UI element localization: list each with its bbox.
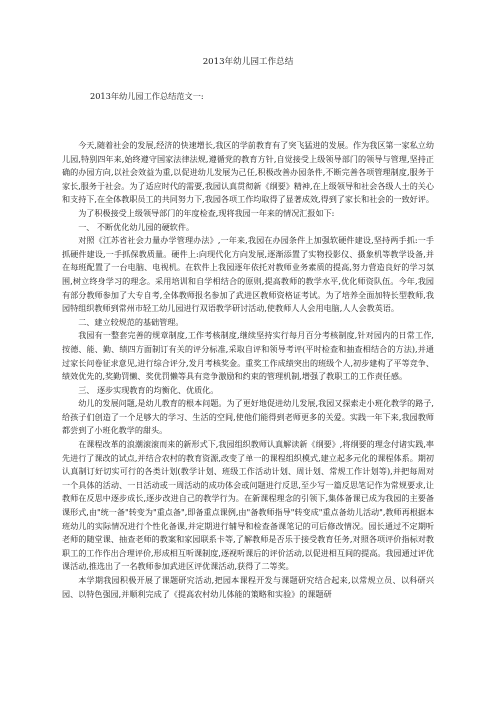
- document-title: 2013年幼儿园工作总结: [202, 57, 294, 67]
- paragraph: 我园有一整套完善的规章制度,工作考核制度,继续坚持实行每月百分考核制度,针对园内的日常工作,按德、能、勤、绩四方面制订有关的评分标准,采取自评和领导考评(平时检查和抽查相结合的方法),并通过家长问卷征求意见,进行综合评分,发月考核奖金。重奖工作成绩突出的班级个人,初步建构了平等竞争、绩效优先的,奖勤罚懒、奖优罚懒等具有竞争激励和约束的管理机制,增强了教职工的工作责任感。: [62, 330, 434, 382]
- paragraph: 在课程改革的浪潮滚滚而来的新形式下,我园组织教师认真解读新《纲要》,将纲要的理念付诸实践,率先进行了课改的试点,并结合农村的教育资源,改变了单一的课程组织模式,建立起多元化的课程体系。期初认真制订好切实可行的各类计划(教学计划、班级工作活动计划、周计划、常规工作计划等),并把每周对一个具体的活动、一日活动或一周活动的成功体会或问题进行反思,至少写一篇反思笔记作为常规要求,让教师在反思中逐步成长,逐步改进自己的教学行为。在新课程理念的引领下,集体备课已成为我园的主要备课形式,由"统一备"转变为"重点备",即备重点课例,由"备教师指导"转变成"重点备幼儿活动",教师再根据本班幼儿的实际情况进行个性化备课,并定期进行辅导和检查备课笔记的可后修改情况。园长通过不定期听老师的随堂课、抽查老师的教案和家园联系卡等,了解教师是否乐于接受教育任务,对照各项评价指标对教职工的工作作出合理评价,形成相互听课制度,逐视听课后的评价活动,以促进相互间的提高。我园通过评优课活动,推选出了一名教师参加武进区评优课活动,获得了二等奖。: [62, 439, 434, 572]
- paragraph: 对照《江苏省社会力量办学管理办法》,一年来,我园在办园条件上加强软硬件建设,坚持两手抓:一手抓硬件建设,一手抓保教质量。硬件上:向现代化方向发展,逐渐添置了实物投影仪、摄象机等教学设备,并在每班配置了一台电脑、电视机。在软件上我园逐年依托对教师业务素质的提高,努力营造良好的学习氛围,树立终身学习的理念。采用培训和自学相结合的原则,提高教师的教学水平,优化师资队伍。今年,我园有部分教师参加了大专自考,全体教师报名参加了武进区教师资格证考试。为了培养全面加特长型教师,我园特组织教师到常州市轻工幼儿园进行双语教学研讨活动,使教师人人会用电脑,人人会教英语。: [62, 235, 434, 314]
- paragraph: 三、 逐步实现教育的均衡化、优质化。: [78, 384, 219, 395]
- paragraph: 一、 不断优化幼儿园的硬软件。: [78, 221, 195, 232]
- document-body: [62, 139, 434, 601]
- document-subtitle: 2013年幼儿园工作总结范文一:: [90, 91, 204, 101]
- paragraph: 为了积极接受上级领导部门的年度检查,现将我园一年来的情况汇报如下:: [78, 207, 335, 218]
- paragraph: 二、建立较规范的基础管理。: [78, 316, 184, 327]
- paragraph: 幼儿的发展问题,是幼儿教育的根本问题。为了更好地促进幼儿发展,我园又探索走小班化教学的路子,给孩子们创造了一个足够大的学习、生活的空间,使他们能得到老师更多的关爱。实践一年下来,我园教师都尝到了小班化教学的甜头。: [62, 398, 434, 436]
- paragraph: 本学期我园积极开展了课题研究活动,把园本课程开发与课题研究结合起来,以常规立员、以科研兴园、以特色强园,并顺利完成了《提高农村幼儿体能的策略和实验》的课题研: [62, 575, 434, 599]
- paragraph: 今天,随着社会的发展,经济的快速增长,我区的学前教育有了突飞猛进的发展。作为我区第一家私立幼儿园,特别四年来,始终遵守国家法律法规,遵循党的教育方针,自觉接受上级领导部门的领导与管理,坚持正确的办园方向,以社会效益为重,以促进幼儿发展为己任,积极改善办园条件,不断完善各项管理制度,服务于家长,服务于社会。为了适应时代的需要,我园认真贯彻新《纲要》精神,在上级领导和社会各级人士的关心和支持下,在全体教职员工的共同努力下,我园各项工作均取得了显著成效,得到了家长和社会的一致好评。: [62, 140, 434, 205]
